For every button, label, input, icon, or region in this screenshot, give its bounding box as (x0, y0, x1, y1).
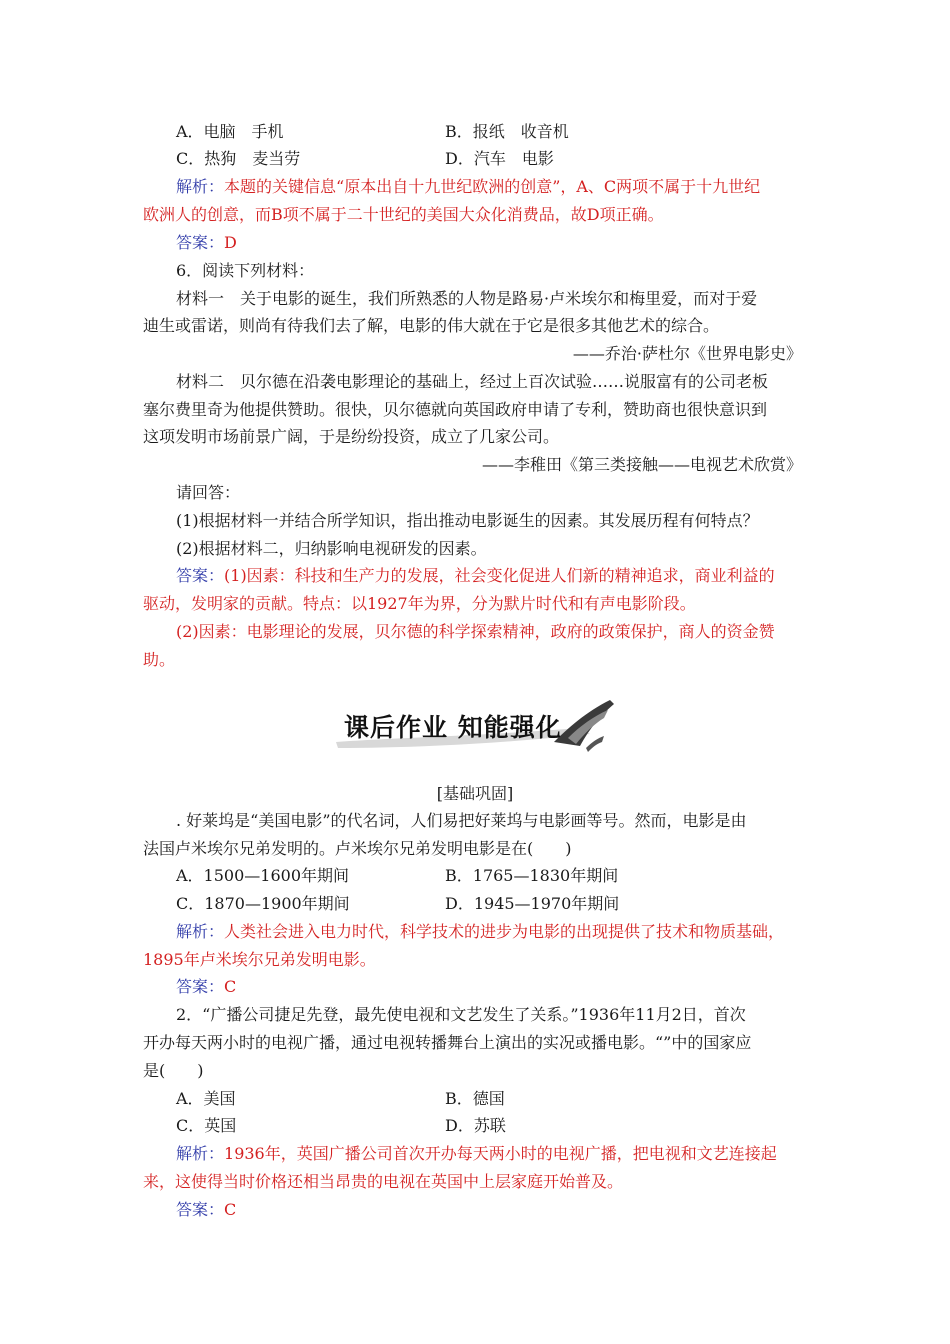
h1-option-d: D．1945—1970年期间 (445, 894, 620, 913)
analysis-label: 解析： (176, 922, 225, 941)
section-title: 课后作业 知能强化 (344, 713, 562, 742)
h2-option-b: B．德国 (445, 1089, 505, 1108)
analysis-label: 解析： (176, 1144, 225, 1163)
answer-label: 答案： (176, 977, 225, 996)
h1-option-b: B．1765—1830年期间 (445, 866, 619, 885)
q5-option-d: D．汽车 电影 (445, 149, 554, 168)
answer-value: D (224, 233, 237, 252)
analysis-text: 1936年，英国广播公司首次开办每天两小时的电视广播，把电视和文艺连接起 (224, 1144, 777, 1163)
h2-option-d: D．苏联 (445, 1116, 506, 1135)
answer-label: 答案： (176, 566, 225, 585)
h2-option-a: A．美国 (176, 1089, 236, 1108)
answer-text: (1)因素：科技和生产力的发展，社会变化促进人们新的精神追求，商业利益的 (224, 566, 775, 585)
q5-option-c: C．热狗 麦当劳 (176, 149, 301, 168)
q5-option-b: B．报纸 收音机 (445, 122, 569, 141)
document-page: A．电脑 手机 B．报纸 收音机 C．热狗 麦当劳 D．汽车 电影 解析：本题的关键信息“原本出自十九世纪欧洲的创意”，A、C两项不属于十九世纪 欧洲人的创意，而B项不属于二十世纪的美国大众化消费品，故D项正确。 答案：D 6．阅读下列材料： 材料一 关于电影的诞生，我们所熟悉的人物是路易·卢米埃尔和梅里爱，而对于爱 迪生或雷诺，则尚有待我们去了解，电影的伟大就在于它是很多其他艺术的综合。 ——乔治·萨杜尔《世界电影史》 材料二 贝尔德在沿袭电影理论的基础上，经过上百次试验……说服富有的公司老板 塞尔费里奇为他提供赞助。很快，贝尔德就向英国政府申请了专利，赞助商也很快意识到 这项发明市场前景广阔，于是纷纷投资，成立了几家公司。 ——李稚田《第三类接触——电视艺术欣赏》 请回答： (1)根据材料一并结合所学知识，指出推动电影诞生的因素。其发展历程有何特点？ (2)根据材料二，归纳影响电视研发的因素。 答案：(1)因素：科技和生产力的发展，社会变化促进人们新的精神追求，商业利益的 驱动，发明家的贡献。特点：以1927年为界，分为默片时代和有声电影阶段。 (2)因素：电影理论的发展，贝尔德的科学探索精神，政府的政策保护，商人的资金赞 助。 课后作业 知能强化 [基础巩固] . 好莱坞是“美国电影”的代名词，人们易把好莱坞与电影画等号。然而，电影是由 法国卢米埃尔兄弟发明的。卢米埃尔兄弟发明电影是在( ) A．1500—1600年期间 B．1765—1830年期间 C．1870—1900年期间 D．1945—1970年期间 解析：人类社会进入电力时代，科学技术的进步为电影的出现提供了技术和物质基础， 1895年卢米埃尔兄弟发明电影。 答案：C 2．“广播公司捷足先登，最先使电视和文艺发生了关系。”1936年11月2日，首次 开办每天两小时的电视广播，通过电视转播舞台上演出的实况或播电影。“”中的国家应 是( ) A．美国 B．德国 C．英国 D．苏联 解析：1936年，英国广播公司首次开办每天两小时的电视广播，把电视和文艺连接起 来，这使得当时价格还相当昂贵的电视在英国中上层家庭开始普及。 答案：C (0, 0, 950, 1344)
analysis-text: 人类社会进入电力时代，科学技术的进步为电影的出现提供了技术和物质基础， (224, 922, 785, 941)
h1-option-c: C．1870—1900年期间 (176, 894, 350, 913)
answer-label: 答案： (176, 233, 225, 252)
h2-option-c: C．英国 (176, 1116, 237, 1135)
analysis-label: 解析： (176, 177, 225, 196)
answer-value: C (224, 1200, 237, 1219)
section-subtitle: [基础巩固] (436, 784, 514, 803)
h1-option-a: A．1500—1600年期间 (176, 866, 349, 885)
q5-option-a: A．电脑 手机 (176, 122, 284, 141)
analysis-text: 本题的关键信息“原本出自十九世纪欧洲的创意”，A、C两项不属于十九世纪 (224, 177, 761, 196)
answer-value: C (224, 977, 237, 996)
section-heading (318, 698, 618, 756)
answer-label: 答案： (176, 1200, 225, 1219)
analysis-text: 欧洲人的创意，而B项不属于二十世纪的美国大众化消费品，故D项正确。 (143, 205, 664, 224)
